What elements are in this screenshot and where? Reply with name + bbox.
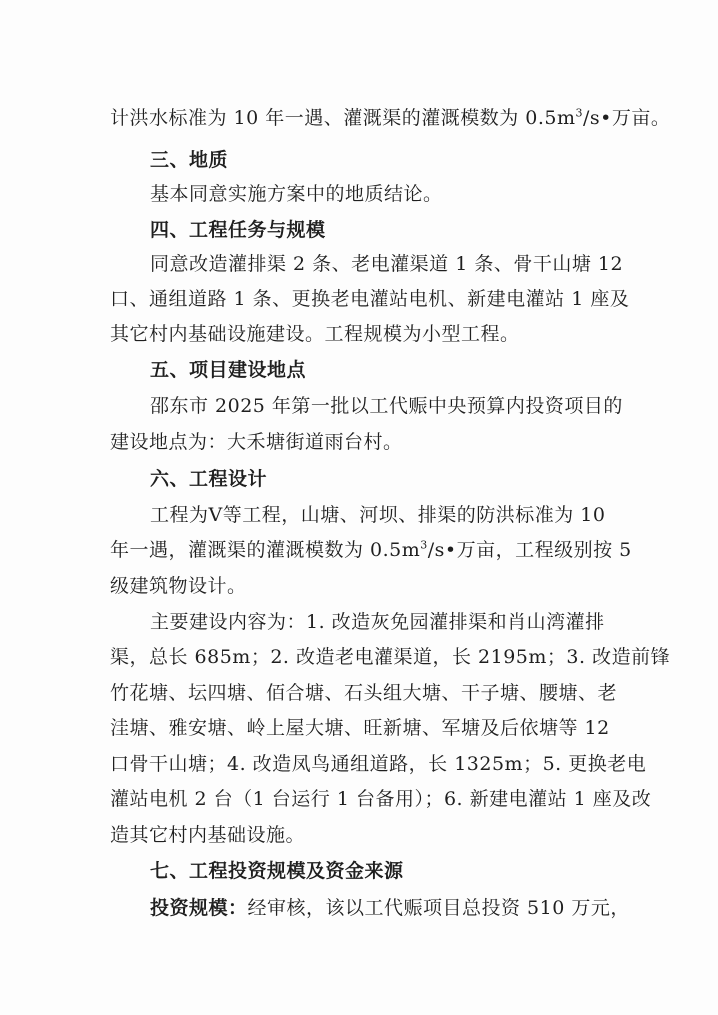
- paragraph-line: 灌站电机 2 台（1 台运行 1 台备用）；6. 新建电灌站 1 座及改: [110, 788, 652, 810]
- paragraph-line: [110, 536, 632, 564]
- text: 经审核，该以工代赈项目总投资 510 万元，: [247, 897, 630, 919]
- superscript: 3: [420, 538, 428, 552]
- paragraph-investment: [150, 894, 630, 922]
- paragraph-line: 造其它村内基础设施。: [110, 824, 306, 846]
- section-heading-geology: 三、地质: [150, 149, 229, 171]
- paragraph-flood-standard-continued: [110, 104, 670, 132]
- paragraph-line: 口骨干山塘；4. 改造凤鸟通组道路，长 1325m；5. 更换老电: [110, 753, 647, 775]
- paragraph-line: 同意改造灌排渠 2 条、老电灌渠道 1 条、骨干山塘 12: [150, 253, 624, 275]
- paragraph-line: 建设地点为：大禾塘街道雨台村。: [110, 431, 403, 453]
- section-heading-location: 五、项目建设地点: [150, 359, 307, 381]
- paragraph-geology: 基本同意实施方案中的地质结论。: [150, 183, 443, 205]
- text: /s•万亩，工程级别按 5: [427, 539, 632, 561]
- paragraph-line: 渠，总长 685m；2. 改造老电灌渠道，长 2195m；3. 改造前锋: [110, 646, 671, 668]
- section-heading-tasks-scale: 四、工程任务与规模: [150, 219, 326, 241]
- text: 计洪水标准为 10 年一遇、灌溉渠的灌溉模数为 0.5m: [110, 107, 576, 129]
- superscript: 3: [575, 106, 584, 120]
- inline-label: 投资规模：: [150, 897, 248, 919]
- paragraph-line: 工程为Ⅴ等工程，山塘、河坝、排渠的防洪标准为 10: [150, 504, 606, 526]
- paragraph-line: 洼塘、雅安塘、岭上屋大塘、旺新塘、军塘及后依塘等 12: [110, 717, 610, 739]
- section-heading-investment: 七、工程投资规模及资金来源: [150, 860, 404, 882]
- text: 年一遇，灌溉渠的灌溉模数为 0.5m: [110, 539, 421, 561]
- section-heading-design: 六、工程设计: [150, 468, 268, 490]
- paragraph-line: 口、通组道路 1 条、更换老电灌站电机、新建电灌站 1 座及: [110, 288, 630, 310]
- paragraph-line: 其它村内基础设施建设。工程规模为小型工程。: [110, 323, 520, 345]
- paragraph-line: 级建筑物设计。: [110, 575, 247, 597]
- paragraph-line: 邵东市 2025 年第一批以工代赈中央预算内投资项目的: [150, 395, 623, 417]
- paragraph-line: 主要建设内容为：1. 改造灰免园灌排渠和肖山湾灌排: [150, 611, 605, 633]
- paragraph-line: 竹花塘、坛四塘、佰合塘、石头组大塘、干子塘、腰塘、老: [110, 682, 618, 704]
- text: /s•万亩。: [583, 107, 671, 129]
